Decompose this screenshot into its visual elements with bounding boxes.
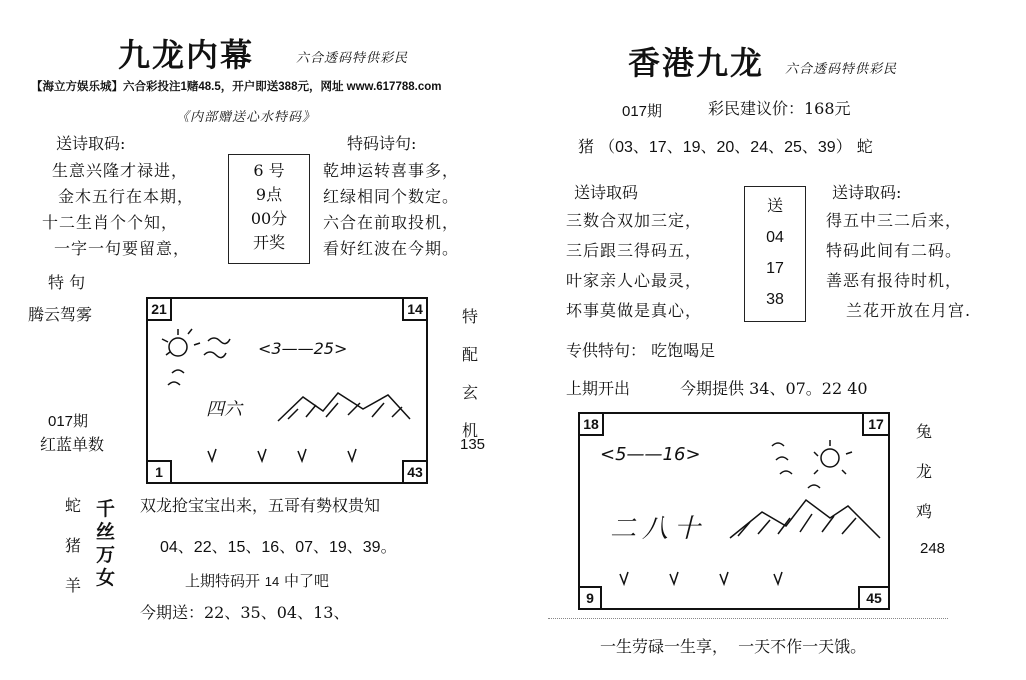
grass-icon [620, 572, 782, 584]
right-special-line [566, 338, 715, 361]
side-char: 特 [461, 307, 478, 326]
gift-number: 38 [766, 291, 784, 308]
corner-number-bottom-left: 9 [578, 586, 602, 610]
range-hint: <3——25> [258, 339, 348, 358]
left-issue: 017期 [48, 413, 89, 430]
left-line-1: 双龙抢宝宝出来，五哥有勢权贵知 [140, 496, 381, 515]
mountain-icon [730, 500, 880, 538]
sketch-drawing [148, 299, 426, 482]
mountain-icon [278, 393, 410, 421]
draw-label: 开奖 [252, 233, 285, 252]
side-char: 龙 [915, 462, 932, 481]
poem-line: 乾坤运转喜事多， [323, 161, 460, 180]
cloud-icon [168, 338, 230, 385]
poem-line: 三数合双加三定， [566, 211, 703, 230]
poem-line: 红绿相同个数定。 [323, 187, 460, 206]
left-gift-note: 《内部赠送心水特码》 [176, 110, 317, 125]
poem-line: 叶家亲人心最灵， [566, 271, 703, 290]
side-char: 兔 [915, 422, 932, 441]
right-poem-label-right: 送诗取码: [832, 183, 902, 202]
last-open-label: 上期开出 [566, 379, 631, 398]
side-char: 玄 [461, 383, 478, 402]
zodiac-column [62, 486, 84, 606]
side-char: 鸡 [915, 502, 932, 521]
left-this-issue: 今期送：22、35、04、13、 [140, 603, 350, 622]
poem-line: 兰花开放在月宫. [846, 301, 972, 320]
gift-number: 17 [766, 260, 784, 277]
sun-icon [814, 440, 852, 474]
gift-label: 送 [766, 198, 783, 215]
last-special-line [185, 570, 329, 591]
right-footer: 一生劳碌一生享， 一天不作一天饿。 [600, 637, 867, 656]
last-special-suffix: 中了吧 [284, 572, 330, 590]
sun-icon [162, 329, 200, 356]
left-title: 九龙内幕 [118, 36, 255, 74]
left-special-label: 特码诗句: [347, 134, 417, 153]
snake-label: 蛇 [856, 137, 873, 156]
draw-time-box [228, 154, 310, 264]
side-char: 机 [461, 421, 478, 440]
left-clue-picture [146, 297, 428, 484]
last-special-prefix: 上期特码开 [185, 572, 261, 590]
left-line-2: 04、22、15、16、07、19、39。 [160, 539, 397, 556]
poem-line: 看好红波在今期。 [323, 239, 460, 258]
zodiac-char: 蛇 [64, 496, 81, 515]
right-price: 彩民建议价：168元 [708, 99, 851, 118]
right-poem-left-block [566, 206, 702, 326]
this-offer: 今期提供 34、07。22 40 [680, 379, 868, 398]
poem-line: 一字一句要留意， [54, 239, 191, 258]
corner-number-top-left: 18 [578, 412, 604, 436]
hand-hint: 四六 [206, 399, 242, 420]
side-char: 配 [461, 345, 478, 364]
te-ju-value: 腾云驾雾 [28, 305, 93, 324]
right-poem-label-left: 送诗取码 [574, 183, 639, 202]
handwritten-hint: 千丝万女 [96, 498, 116, 589]
right-title: 香港九龙 [628, 44, 765, 82]
special-label: 专供特句： [566, 341, 647, 360]
left-side-number: 135 [460, 436, 486, 453]
gift-number: 04 [766, 229, 784, 246]
te-ju-label: 特 句 [48, 273, 86, 292]
right-side-number: 248 [920, 540, 946, 557]
corner-number-bottom-right: 43 [402, 460, 428, 484]
divider [548, 618, 948, 619]
gift-number-box [744, 186, 806, 322]
draw-minute: 00分 [250, 209, 288, 228]
pig-label: 猪 [578, 137, 595, 156]
poem-line: 得五中三二后来， [826, 211, 963, 230]
zodiac-char: 猪 [64, 536, 81, 555]
corner-number-bottom-left: 1 [146, 460, 172, 484]
draw-hour: 9点 [255, 185, 283, 204]
left-ad-banner: 【海立方娱乐城】六合彩投注1赌48.5，开户即送388元，网址 www.617788.com [31, 81, 442, 93]
poem-line: 六合在前取投机， [323, 213, 460, 232]
draw-date: 6 号 [253, 161, 285, 180]
left-side-vertical [458, 298, 482, 450]
poem-line: 金木五行在本期， [58, 187, 195, 206]
poem-line: 善恶有报待时机， [826, 271, 963, 290]
right-subtitle: 六合透码特供彩民 [785, 62, 898, 77]
left-special-poem-block [323, 158, 459, 262]
cloud-icon [772, 443, 820, 488]
hand-hint: 二八十 [610, 514, 707, 544]
right-clue-picture [578, 412, 890, 610]
right-poem-right-block [826, 206, 971, 326]
corner-number-top-left: 21 [146, 297, 172, 321]
right-issue: 017期 [622, 103, 663, 120]
corner-number-bottom-right: 45 [858, 586, 890, 610]
poem-line: 坏事莫做是真心， [566, 301, 703, 320]
pig-numbers: （03、17、19、20、24、25、39） [599, 139, 852, 156]
left-poem-label: 送诗取码: [56, 134, 126, 153]
zodiac-char: 羊 [64, 576, 81, 595]
left-issue-note: 红蓝单数 [40, 435, 105, 454]
poem-line: 生意兴隆才禄进， [52, 161, 189, 180]
poem-line: 十二生肖个个知， [42, 213, 179, 232]
special-value: 吃饱喝足 [651, 341, 716, 360]
corner-number-top-right: 17 [862, 412, 890, 436]
grass-icon [208, 449, 356, 461]
left-subtitle: 六合透码特供彩民 [296, 51, 409, 66]
last-special-number: 14 [264, 574, 280, 589]
range-hint: <5——16> [600, 444, 701, 465]
right-side-vertical [912, 412, 936, 532]
poem-line: 特码此间有二码。 [826, 241, 963, 260]
pig-numbers-line [578, 134, 873, 157]
corner-number-top-right: 14 [402, 297, 428, 321]
poem-line: 三后跟三得码五， [566, 241, 703, 260]
left-poem-block [42, 158, 195, 262]
